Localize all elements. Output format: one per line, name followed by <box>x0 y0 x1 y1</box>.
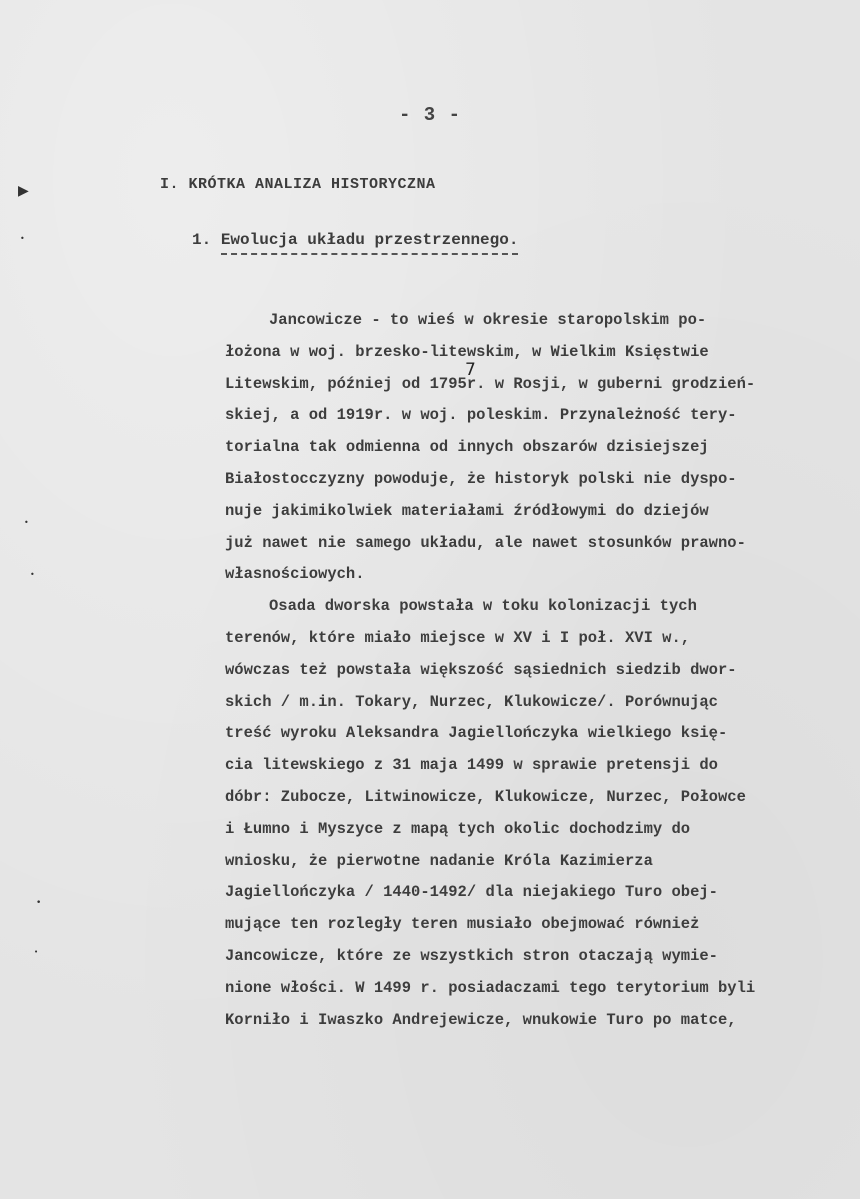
margin-arrow-mark: ▶ <box>18 183 29 199</box>
margin-dot-mark: • <box>20 234 25 243</box>
text-line: treść wyroku Aleksandra Jagiellończyka wielkiego księ- <box>225 724 728 743</box>
section-heading: I. KRÓTKA ANALIZA HISTORYCZNA <box>160 176 436 193</box>
text-line: łożona w woj. brzesko-litewskim, w Wielkim Księstwie <box>225 342 709 361</box>
paragraph <box>225 591 835 1036</box>
text-line: już nawet nie samego układu, ale nawet stosunków prawno- <box>225 533 746 552</box>
subsection-number: 1. <box>192 231 212 249</box>
margin-dot-mark: • <box>24 518 29 527</box>
text-line: torialna tak odmienna od innych obszarów dzisiejszej <box>225 438 709 457</box>
page-number: - 3 - <box>398 104 461 126</box>
text-line: terenów, które miało miejsce w XV i I poł. XVI w., <box>225 628 691 647</box>
subsection-heading <box>192 231 518 249</box>
text-line: Białostocczyzny powoduje, że historyk polski nie dyspo- <box>225 469 737 488</box>
text-line: skich / m.in. Tokary, Nurzec, Klukowicze/. Porównując <box>225 692 718 711</box>
subsection-title: Ewolucja układu przestrzennego. <box>221 231 519 255</box>
text-line: Korniło i Iwaszko Andrejewicze, wnukowie Turo po matce, <box>225 1010 737 1029</box>
text-line: własnościowych. <box>225 565 365 584</box>
margin-dot-mark: • <box>36 898 42 908</box>
text-line: Litewskim, później od 1795r. w Rosji, w guberni grodzień- <box>225 374 756 393</box>
text-line: skiej, a od 1919r. w woj. poleskim. Przynależność tery- <box>225 406 737 425</box>
margin-dot-mark: • <box>30 570 35 579</box>
text-line: mujące ten rozległy teren musiało obejmować również <box>225 915 700 934</box>
text-line: Jancowicze - to wieś w okresie staropolskim po- <box>269 311 707 329</box>
text-line: nione włości. W 1499 r. posiadaczami tego terytorium byli <box>225 978 756 997</box>
paragraph <box>225 305 835 591</box>
text-line: Jagiellończyka / 1440-1492/ dla niejakiego Turo obej- <box>225 883 718 902</box>
pencil-annotation: 7 <box>465 360 476 380</box>
text-line: nuje jakimikolwiek materiałami źródłowymi do dziejów <box>225 501 709 520</box>
text-line: wniosku, że pierwotne nadanie Króla Kazimierza <box>225 851 653 870</box>
text-line: Osada dworska powstała w toku kolonizacji tych <box>269 597 697 616</box>
text-line: wówczas też powstała większość sąsiednich siedzib dwor- <box>225 660 737 679</box>
text-line: cia litewskiego z 31 maja 1499 w sprawie pretensji do <box>225 756 718 775</box>
text-line: dóbr: Zubocze, Litwinowicze, Klukowicze, Nurzec, Połowce <box>225 787 746 806</box>
text-line: i Łumno i Myszyce z mapą tych okolic dochodzimy do <box>225 819 691 838</box>
body-text <box>225 305 835 1036</box>
margin-dot-mark: • <box>34 948 39 956</box>
text-line: Jancowicze, które ze wszystkich stron otaczają wymie- <box>225 946 718 965</box>
